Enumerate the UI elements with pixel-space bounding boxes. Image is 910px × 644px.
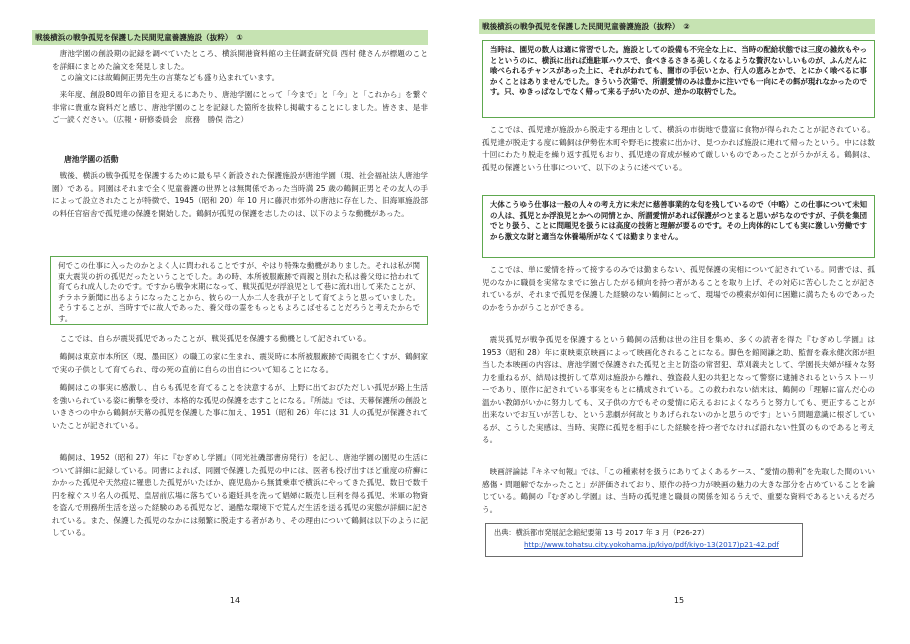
source-citation-box bbox=[485, 523, 803, 557]
page-right bbox=[455, 0, 910, 644]
source-link[interactable]: http://www.tohatsu.city.yokohama.jp/kiyo/pdf/kiyo-13(2017)p21-42.pdf bbox=[524, 540, 779, 549]
page-number-right: 15 bbox=[673, 596, 685, 605]
escape-quote-box bbox=[482, 40, 875, 118]
body-paragraph-1: ここでは、自らが震災孤児であったことが、戦災孤児を保護する動機として記されている。 bbox=[59, 334, 371, 343]
right-paragraph-3: 震災孤児が戦争孤児を保護するという鶴飼の活動は世の注目を集め、多くの読者を得た『むぎめし学園』は 1953（昭和 28）年に東映東京映画によって映画化されることになる。脚色を館岡謙之助、監督を森永健次郎が担当した本映画の内容は、唐池学園で保護された孤児と主と防盗の常習犯、草刈義夫として、学園長夫婦が様々な努力を重ねるが、結局は捜折して草刈は施設から離れ、強盗殺人犯の共犯となって警察に逮捕されるというストーリーであり、原作に記されている事実をもとに構成されている。この救われない結末は、鶴飼の「理解に富んだ心の温かい教師がいかに努力しても、又子供の方でもその愛情に応えるおによくなろうと努力しても、更正することが出来ないでお互いが苦しむ、という悲劇が何故とりあげられないのかと思うのです」という問題意識に根ざしているが、こうした実感は、当時、実際に孤児を相手にした経験を持つ者でなければ語れない性質のものであると考える。 bbox=[482, 335, 875, 444]
source-label: 出典：横浜都市発展記念館紀要第 13 号 2017 年 3 月（P26-27） bbox=[494, 528, 709, 537]
page-number-left: 14 bbox=[229, 596, 241, 605]
body-paragraph-2: 鶴飼は東京市本所区（現、墨田区）の職工の家に生まれ、震災時に本所被服廠跡で両親を亡くすが、鶴飼家で実の子供として育てられ、母の死の直前に自らの出自について知ることになる。 bbox=[52, 352, 428, 374]
body-paragraph-3: 鶴飼はこの事実に感激し、自らも孤児を育てることを決意するが、上野に出ておびただしい孤児が路上生活を強いられている姿に衝撃を受け、本格的な孤児の保護を志すことになる。『所誌』では、天幕保護所の創設といきさつの中から鶴飼が天幕の孤児を保護した事に加え、1951（昭和 26）年には 31 人の孤児が保護されていたことが記されている。 bbox=[52, 383, 428, 430]
right-paragraph-1: ここでは、孤児達が施設から脱走する理由として、横浜の市街地で豊富に食物が得られたことが記されている。孤児達が脱走する度に鶴飼は伊勢佐木町や野毛に捜索に出かけ、見つかれば施設に連れて帰ったという。中には数十回にわたり脱走を繰り返す孤児もおり、孤児達の育成が極めて厳しいものであったことがうかがえる。鶴飼は、孤児の保護という仕事について、以下のように述べている。 bbox=[482, 125, 875, 172]
work-quote-text: 大体こうゆう仕事は一般の人々の考え方に未だに慈善事業的な匂を残しているので（中略）この仕事について未知の人は、孤児とか浮浪児とかへの同情とか、所謂愛情があれば保護がつとまると思いがちなのですが、子供を集団でとり扱う、ことに問題児を扱うには高度の技術と理解が要るのです。その上肉体的にしても実に激しい労働ですから激文な財と適当な休養場所がなくては勤まりません。 bbox=[490, 200, 867, 241]
section-heading: 唐池学園の活動 bbox=[64, 155, 119, 164]
right-paragraph-4: 映画評論誌『キネマ旬報』では、「この種素材を扱うにありてよくあるケース、“愛情の勝利”を先取した間のいい感傷・問題解でなかったこと」が評価されており、原作の持つ力が映画の魅力の大きな部分を占めていることを論じている。鶴飼の『むぎめし学園』は、当時の孤児達と職員の関係を知るうえで、重要な資料であるといえるだろう。 bbox=[482, 467, 875, 514]
intro-paragraph-2: この論文には故鶴飼正男先生の言葉なども盛り込まれています。 bbox=[59, 73, 280, 82]
founder-quote-box bbox=[50, 256, 428, 325]
escape-quote-text: 当時は、園児の数人は適に常習でした。施設としての設備も不完全な上に、当時の配給状態では三度の雑炊もやっとというのに、横浜に出れば進駐軍ハウスで、食べきるさきる美しくなるような贅沢ないしいものが、ふんだんに喰べられるチャンスがあった上に、それがわれても、闇市の手伝いとか、行人の恵みとかで、とにかく喰べるに事かくことはありませんでした。きういう次第で、所謂愛情のみは豊かに注いでも一向にその餌が現れなかったのです。只、ゆきっぱなしでなく帰って来る子がいたのが、逆かの取柄でした。 bbox=[490, 45, 867, 97]
body-paragraph-4: 鶴飼は、1952（昭和 27）年に『むぎめし学園』（同光社磯部書房発行）を記し、唐池学園の園児の生活について詳細に記録している。同書によれば、同園で保護した孤児の中には、医者も投げ出すほど重度の疥癬にかかった孤児や天然痘に罹患した孤児がいたほか、鹿児島から無賃乗車で横浜にやってきた孤児、数日で数千円を稼ぐスリ名人の孤児、皇居前広場に落ちている避妊具を洗って娼婦に販売し巨利を得る孤児、米軍の物資を盗んで刑務所生活を送った経験のある孤児など、過酷な環境下で荒んだ生活を送る孤児の実態が詳細に記されている。また、保護した孤児のなかには頻繁に脱走する者があり、その理由について鶴飼は以下のように記している。 bbox=[52, 453, 428, 537]
work-quote-box bbox=[482, 195, 875, 258]
section-paragraph: 戦後、横浜の戦争孤児を保護するために最も早く新設された保護施設が唐池学園（現、社会福祉法人唐池学園）である。同園はそれまで全く児童養護の世界とは無関係であった当時満 25 歳の鶴飼正男とその友人の手によって設立されたことが特徴で、1945（昭和 20）年 10 月に藤沢市郊外の唐池に存在した、旧海軍施設部の料任官宿舎で孤児達の保護を開始した。鶴飼が孤児の保護を志したのは、以下のような動機があった。 bbox=[52, 171, 428, 218]
article-heading-part-2: 戦後横浜の戦争孤児を保護した民間児童養護施設（抜粋） ② bbox=[479, 19, 875, 34]
article-heading-part-1: 戦後横浜の戦争孤児を保護した民間児童養護施設（抜粋） ① bbox=[32, 30, 428, 45]
founder-quote-text: 何でこの仕事に入ったのかとよく人に問われることですが、やはり特殊な動機がありました。それは私が関東大震災の折の孤児だったということでした。あの時、本所被服廠跡で両親と別れた私は養父母に拾われて育てられ成人したのです。ですから戦争末期になって、戦災孤児が浮浪児として巷に流れ出して来たことが、チラホラ新聞に出るようになったことから、彼らの一人か二人を我が子として育てようと思っていました。そうすることが、当時すでに故人であった、養父母の霊をもっともよろこばせることだろうと考えたからです。 bbox=[58, 261, 420, 323]
intro-paragraph-3: 来年度、創設80周年の節目を迎えるにあたり、唐池学園にとって「今まで」と「今」と「これから」を繋ぐ非常に貴重な資料だと感じ、唐池学園のことを記録した箇所を抜粋し掲載することにしました。皆さま、是非ご一読ください。（広報・研修委員会 庶務 勝俣 浩之） bbox=[52, 90, 428, 124]
right-paragraph-2: ここでは、単に愛情を持って接するのみでは勤まらない、孤児保護の実相について記されている。同書では、孤児のなかに職員を実常なまでに独占したがる傾向を持つ者があることを取り上げ、その対応に苦心したことが記されているが、それまで孤児を保護した経験のない鶴飼にとって、現場での模索が如何に困難に満ちたものであったのかをうかがうことができる。 bbox=[482, 265, 875, 312]
intro-paragraph-1: 唐池学園の創設期の記録を調べていたところ、横浜開港資料館の主任調査研究員 西村 健さんが標題のことを詳細にまとめた論文を発見しました。 bbox=[52, 49, 428, 71]
